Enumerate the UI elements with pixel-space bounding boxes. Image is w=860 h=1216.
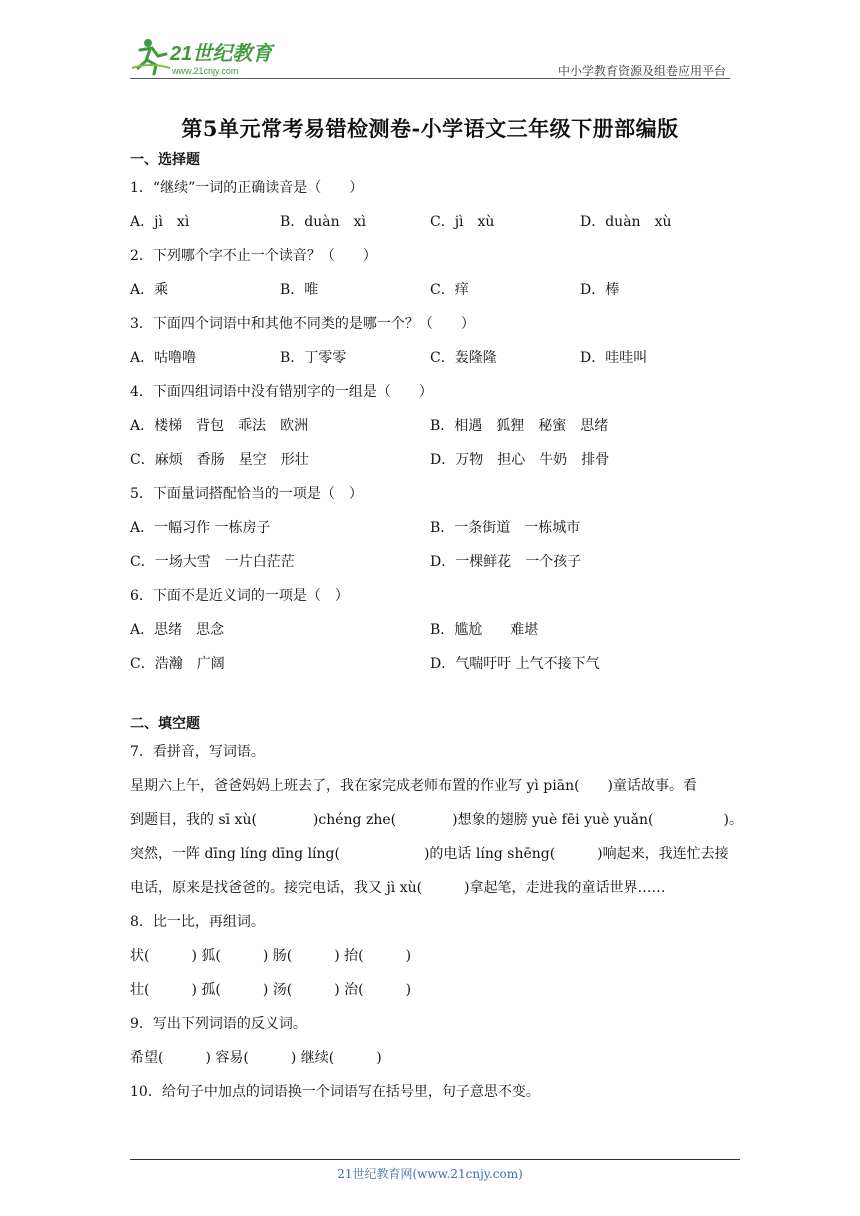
option-c: C．一场大雪 一片白茫茫	[130, 554, 295, 570]
header-tagline: 中小学教育资源及组卷应用平台	[557, 64, 726, 78]
option-c: C．jì xù	[430, 214, 495, 230]
question-8-line: 壮( ) 孤( ) 汤( ) 治( )	[130, 982, 412, 998]
question-7-line: 到题目，我的 sī xù( )chéng zhe( )想象的翅膀 yuè fēi yuè yuǎn( )。	[130, 812, 743, 828]
option-a: A．jì xì	[130, 214, 190, 230]
page-title: 第5单元常考易错检测卷-小学语文三年级下册部编版	[181, 116, 679, 141]
option-d: D．duàn xù	[580, 214, 672, 230]
question-5-stem: 5．下面量词搭配恰当的一项是（ ）	[130, 486, 363, 502]
option-c: C．麻烦 香肠 星空 形壮	[130, 452, 309, 468]
question-5-options-ab	[130, 511, 740, 545]
section-heading-fill: 二、填空题	[130, 716, 200, 732]
question-2-options	[130, 273, 740, 307]
option-c: C．浩瀚 广阔	[130, 656, 225, 672]
option-b: B．丁零零	[280, 350, 347, 366]
question-4-options-ab	[130, 409, 740, 443]
option-d: D．哇哇叫	[580, 350, 648, 366]
section-heading-choice: 一、选择题	[130, 152, 200, 168]
page-header	[130, 34, 730, 80]
option-d: D．万物 担心 牛奶 排骨	[430, 452, 610, 468]
option-a: A．楼梯 背包 乖法 欧洲	[130, 418, 309, 434]
question-3-options	[130, 341, 740, 375]
question-6-stem: 6．下面不是近义词的一项是（ ）	[130, 588, 349, 604]
question-6-options-cd	[130, 647, 740, 681]
question-3-stem: 3．下面四个词语中和其他不同类的是哪一个？（ ）	[130, 316, 475, 332]
question-10-stem: 10．给句子中加点的词语换一个词语写在括号里，句子意思不变。	[130, 1084, 540, 1100]
question-4-stem: 4．下面四组词语中没有错别字的一组是（ ）	[130, 384, 433, 400]
question-5-options-cd	[130, 545, 740, 579]
question-9-stem: 9．写出下列词语的反义词。	[130, 1016, 307, 1032]
option-a: A．咕噜噜	[130, 350, 197, 366]
question-8-line: 状( ) 狐( ) 肠( ) 抬( )	[130, 948, 412, 964]
footer-link[interactable]: 21世纪教育网(www.21cnjy.com)	[337, 1167, 523, 1181]
question-7-stem: 7．看拼音，写词语。	[130, 744, 265, 760]
question-4-options-cd	[130, 443, 740, 477]
option-a: A．一幅习作 一栋房子	[130, 520, 271, 536]
option-d: D．气喘吁吁 上气不接下气	[430, 656, 600, 672]
svg-text:www.21cnjy.com: www.21cnjy.com	[172, 66, 239, 76]
question-1-stem: 1．“继续”一词的正确读音是（ ）	[130, 180, 364, 196]
footer-divider	[130, 1159, 740, 1160]
option-b: B．尴尬 难堪	[430, 622, 539, 638]
question-9-line: 希望( ) 容易( ) 继续( )	[130, 1050, 382, 1066]
option-d: D．一棵鲜花 一个孩子	[430, 554, 582, 570]
option-b: B．duàn xì	[280, 214, 367, 230]
question-6-options-ab	[130, 613, 740, 647]
option-b: B．一条街道 一栋城市	[430, 520, 581, 536]
question-2-stem: 2．下列哪个字不止一个读音？（ ）	[130, 248, 377, 264]
section-spacer	[130, 681, 740, 713]
question-1-options	[130, 205, 740, 239]
svg-text:21世纪教育: 21世纪教育	[170, 43, 273, 65]
runner-logo-icon	[130, 34, 290, 78]
exam-body	[130, 149, 743, 1109]
option-c: C．痒	[430, 282, 469, 298]
option-b: B．唯	[280, 282, 319, 298]
option-a: A．思绪 思念	[130, 622, 225, 638]
option-d: D．棒	[580, 282, 620, 298]
question-7-line: 突然，一阵 dīng líng dīng líng( )的电话 líng shēng( )响起来，我连忙去接	[130, 846, 729, 862]
option-c: C．轰隆隆	[430, 350, 497, 366]
question-8-stem: 8．比一比，再组词。	[130, 914, 265, 930]
option-b: B．相遇 狐狸 秘蜜 思绪	[430, 418, 609, 434]
option-a: A．乘	[130, 282, 169, 298]
question-7-line: 电话，原来是找爸爸的。接完电话，我又 jì xù( )拿起笔，走进我的童话世界……	[130, 880, 666, 896]
question-7-line: 星期六上午，爸爸妈妈上班去了，我在家完成老师布置的作业写 yì piān( )童话故事。看	[130, 778, 698, 794]
logo	[130, 34, 290, 78]
header-divider	[130, 78, 730, 79]
